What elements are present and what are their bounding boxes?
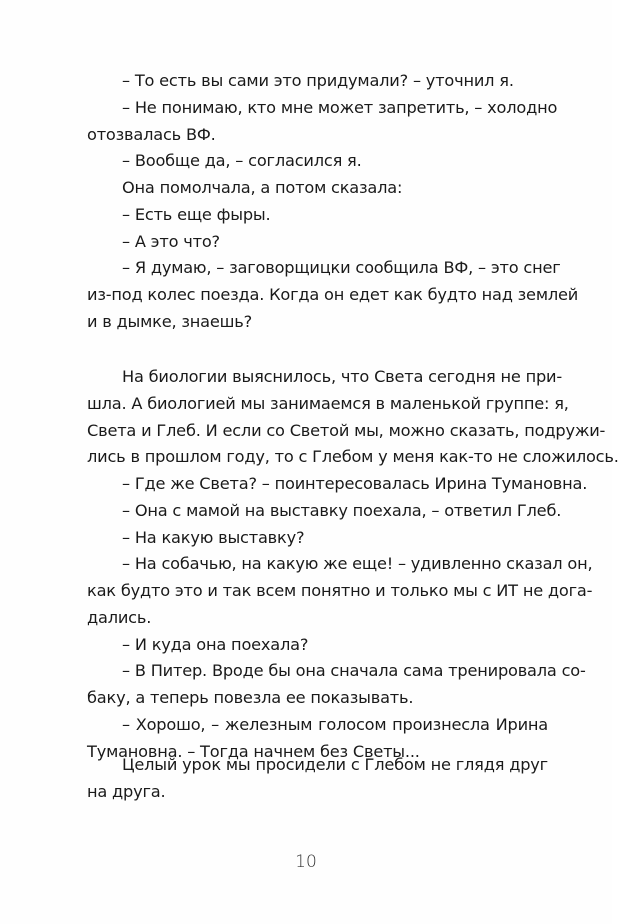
text-line: Целый урок мы просидели с Глебом не глядя друг [122,755,548,774]
text-line: – Есть еще фыры. [122,204,271,224]
dialogue-block [87,68,579,336]
text-line: – И куда она поехала? [122,634,309,654]
text-line: Она помолчала, а потом сказала: [122,178,403,197]
page-number: 10 [295,852,317,872]
text-line: – Вообще да, – согласился я. [122,151,362,171]
text-line: на друга. [87,781,166,801]
text-line: баку, а теперь повезла ее показывать. [87,688,414,707]
text-line: лись в прошлом году, то с Глебом у меня как-то не сложилось. [87,447,619,467]
text-line: – Где же Света? – поинтересовалась Ирина Тумановна. [122,474,588,493]
text-line: – То есть вы сами это придумали? – уточнил я. [122,71,514,90]
text-line: – А это что? [122,231,220,251]
text-line: – В Питер. Вроде бы она сначала сама тренировала со- [122,661,586,681]
text-line: На биологии выяснилось, что Света сегодня не при- [122,367,563,386]
text-line: и в дымке, знаешь? [87,311,252,331]
text-line: – Не понимаю, кто мне может запретить, – холодно [122,97,558,117]
text-line: – Я думаю, – заговорщицки сообщила ВФ, – это снег [122,258,561,278]
text-line: – Хорошо, – железным голосом произнесла Ирина [122,714,548,734]
text-line: – Она с мамой на выставку поехала, – ответил Глеб. [122,500,562,520]
text-line: из-под колес поезда. Когда он едет как будто над землей [87,285,579,304]
text-line: – На какую выставку? [122,527,305,547]
text-line: как будто это и так всем понятно и только мы с ИТ не дога- [87,581,593,600]
closing-paragraph [87,752,548,806]
biology-lesson-block [87,364,619,765]
text-line: шла. А биологией мы занимаемся в маленькой группе: я, [87,393,569,413]
text-line: Тумановна. – Тогда начнем без Светы... [87,741,420,761]
text-line: – На собачью, на какую же еще! – удивленно сказал он, [122,554,593,574]
text-line: дались. [87,607,152,627]
text-line: отозвалась ВФ. [87,124,216,144]
text-line: Света и Глеб. И если со Светой мы, можно сказать, подружи- [87,420,606,440]
